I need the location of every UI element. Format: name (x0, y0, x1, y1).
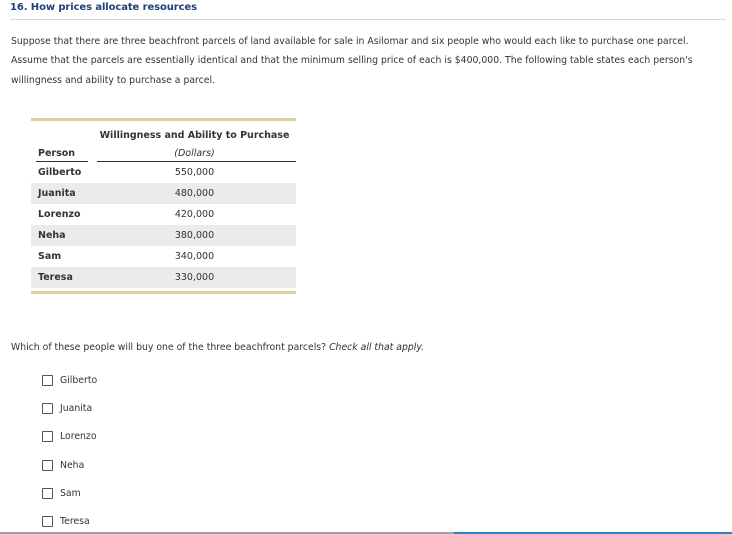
row-person: Neha (38, 230, 66, 241)
option-checkbox[interactable] (42, 431, 53, 442)
person-column-header: Person (38, 148, 76, 159)
table-row (31, 183, 296, 204)
option-checkbox[interactable] (42, 403, 53, 414)
option-label[interactable]: Sam (60, 487, 81, 499)
option-label[interactable]: Juanita (60, 403, 93, 415)
value-column-unit: (Dollars) (174, 148, 215, 159)
row-value: 340,000 (174, 251, 215, 262)
willingness-table (31, 118, 296, 294)
table-header (31, 121, 296, 161)
table-row (31, 246, 296, 267)
option-checkbox[interactable] (42, 488, 53, 499)
question-intro: Suppose that there are three beachfront parcels of land available for sale in Asilomar and six people who would each like to purchase one parcel. Assume that the parcels are essentially identical and that the minimum selling price of each is $400,000. The following table states each person's willingness and ability to purchase a parcel. (11, 36, 693, 86)
row-value: 420,000 (174, 209, 215, 220)
table-row (31, 225, 296, 246)
option-label[interactable]: Lorenzo (60, 431, 97, 443)
question-instruction: Check all that apply. (329, 342, 425, 353)
row-person: Teresa (38, 272, 73, 283)
table-row (31, 204, 296, 225)
row-person: Sam (38, 251, 62, 262)
question-prompt-line (11, 342, 424, 353)
row-person: Gilberto (38, 167, 82, 178)
question-title: 16. How prices allocate resources (10, 2, 197, 13)
option-checkbox[interactable] (42, 460, 53, 471)
option-checkbox[interactable] (42, 375, 53, 386)
table-bottom-rule (31, 291, 296, 294)
option-checkbox[interactable] (42, 516, 53, 527)
option-label[interactable]: Neha (60, 459, 85, 471)
row-person: Lorenzo (38, 209, 81, 220)
row-value: 330,000 (174, 272, 215, 283)
option-label[interactable]: Teresa (60, 515, 90, 527)
question-header (10, 2, 726, 20)
row-value: 480,000 (174, 188, 215, 199)
row-value: 550,000 (174, 167, 215, 178)
option-label[interactable]: Gilberto (60, 375, 98, 386)
row-person: Juanita (38, 188, 76, 199)
row-value: 380,000 (174, 230, 215, 241)
value-column-header: Willingness and Ability to Purchase (99, 130, 290, 141)
table-row (31, 267, 296, 288)
question-prompt: Which of these people will buy one of the three beachfront parcels? (11, 342, 327, 353)
table-row (31, 162, 296, 183)
